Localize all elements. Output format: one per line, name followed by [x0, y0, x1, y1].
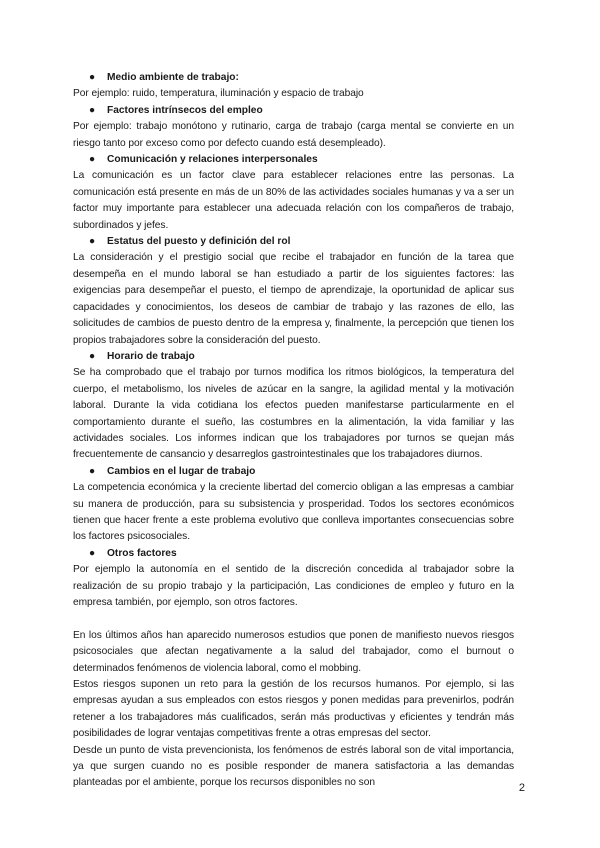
section-text-medio-ambiente: Por ejemplo: ruido, temperatura, iluminación y espacio de trabajo [73, 88, 364, 100]
heading-text: Otros factores [107, 547, 177, 559]
page-number: 2 [518, 782, 525, 794]
section-text-horario: Se ha comprobado que el trabajo por turnos modifica los ritmos biológicos, la temperatura del cuerpo, el metabolismo, los niveles de azúcar en la sangre, la agilidad mental y la motivación laboral. Durante la vida cotidiana los efectos pueden manifestarse particularmente en el comportamiento durante el sueño, las costumbres en la alimentación, la vida familiar y las actividades sociales. Los informes indican que los trabajadores por turnos se quejan más frecuentemente de cansancio y desarreglos gastrointestinales que los trabajadores diurnos. [73, 367, 514, 461]
heading-text: Factores intrínsecos del empleo [107, 104, 263, 116]
bullet-icon: ● [89, 350, 96, 362]
heading-text: Estatus del puesto y definición del rol [107, 236, 291, 248]
section-heading-medio-ambiente [73, 70, 514, 86]
heading-text: Medio ambiente de trabajo: [107, 72, 239, 83]
bullet-icon: ● [89, 104, 96, 116]
section-text-factores-intrinsecos: Por ejemplo: trabajo monótono y rutinario, carga de trabajo (carga mental se convierte en un riesgo tanto por exceso como por defecto cuando está desempleado). [73, 121, 514, 149]
section-heading-estatus [73, 234, 514, 250]
section-text-cambios: La competencia económica y la creciente libertad del comercio obligan a las empresas a cambiar su manera de producción, para su subsistencia y prosperidad. Todos los sectores económicos tienen que hacer frente a este problema evolutivo que conlleva importantes consecuencias sobre los factores psicosociales. [73, 482, 514, 543]
bullet-icon: ● [89, 547, 96, 559]
bullet-icon: ● [89, 236, 96, 248]
heading-text: Horario de trabajo [107, 350, 195, 362]
heading-text: Comunicación y relaciones interpersonales [107, 154, 318, 166]
heading-text: Cambios en el lugar de trabajo [107, 465, 256, 477]
closing-paragraph: En los últimos años han aparecido numerosos estudios que ponen de manifiesto nuevos riesgos psicosociales que afectan negativamente a la salud del trabajador, como el burnout o determinados fenómenos de violencia laboral, como el mobbing. [73, 629, 514, 674]
section-heading-otros [73, 546, 514, 562]
bullet-icon: ● [89, 72, 96, 83]
bullet-icon: ● [89, 154, 96, 166]
bullet-icon: ● [89, 465, 96, 477]
section-heading-horario [73, 349, 514, 365]
section-text-otros: Por ejemplo la autonomía en el sentido de la discreción concedida al trabajador sobre la realización de su propio trabajo y la participación, Las condiciones de empleo y futuro en la empresa también, por ejemplo, son otros factores. [73, 564, 514, 608]
section-text-comunicacion: La comunicación es un factor clave para establecer relaciones entre las personas. La comunicación está presente en más de un 80% de las actividades sociales humanas y va a ser un factor muy importante para establecer una adecuada relación con los compañeros de trabajo, subordinados y jefes. [73, 170, 514, 231]
paragraph-spacer [73, 611, 514, 627]
section-heading-cambios [73, 464, 514, 480]
section-text-estatus: La consideración y el prestigio social que recibe el trabajador en función de la tarea que desempeña en el mundo laboral se han estudiado a partir de los siguientes factores: las exigencias para desempeñar el puesto, el tiempo de aprendizaje, la oportunidad de aplicar sus capacidades y conocimientos, los deseos de cambiar de trabajo y las razones de ello, las solicitudes de cambios de puesto dentro de la empresa y, finalmente, la percepción que tienen los propios trabajadores sobre la consideración del puesto. [73, 252, 514, 346]
section-heading-factores-intrinsecos [73, 103, 514, 119]
closing-paragraph: Estos riesgos suponen un reto para la gestión de los recursos humanos. Por ejemplo, si las empresas ayudan a sus empleados con estos riesgos y ponen medidas para prevenirlos, podrán retener a los trabajadores más cualificados, serán más productivas y eficientes y tendrán más posibilidades de lograr ventajas competitivas frente a otras empresas del sector. [73, 679, 514, 740]
closing-paragraph: Desde un punto de vista prevencionista, los fenómenos de estrés laboral son de vital importancia, ya que surgen cuando no es posible responder de manera satisfactoria a las demandas planteadas por el ambiente, porque los recursos disponibles no son [73, 744, 514, 789]
document-page [73, 70, 514, 792]
section-heading-comunicacion [73, 152, 514, 168]
